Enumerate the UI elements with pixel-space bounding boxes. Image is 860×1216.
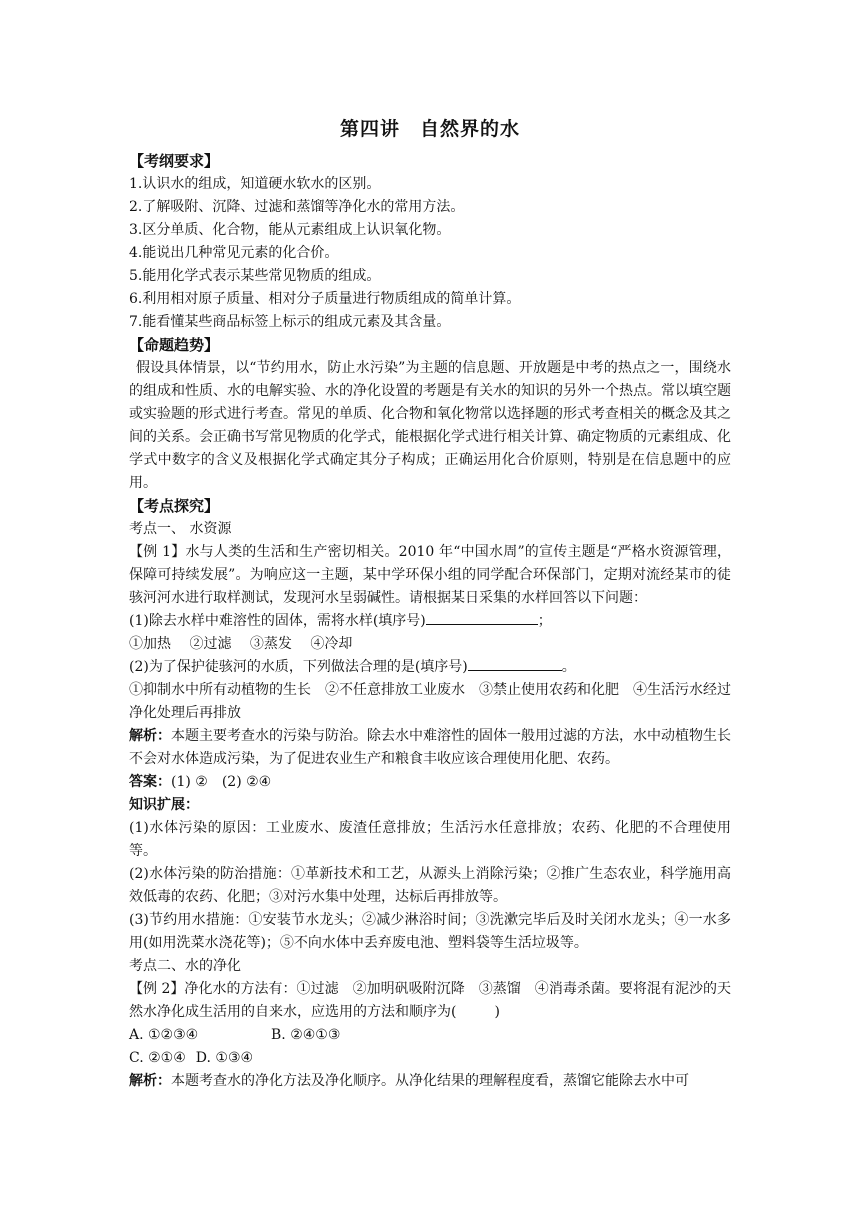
extension-item: (1)水体污染的原因：工业废水、废渣任意排放；生活污水任意排放；农药、化肥的不合理使用等。 — [129, 820, 731, 859]
answer-1 — [129, 771, 731, 794]
syllabus-item: 3.区分单质、化合物，能从元素组成上认识氧化物。 — [129, 222, 451, 238]
section-heading-trend: 【命题趋势】 — [129, 336, 220, 354]
syllabus-item: 5.能用化学式表示某些常见物质的组成。 — [129, 268, 381, 284]
option-d: D. ①③④ — [195, 1050, 254, 1066]
example-2-end: ) — [494, 1004, 500, 1020]
document-body — [129, 150, 731, 1093]
question-1-options: ①加热 ②过滤 ③蒸发 ④冷却 — [129, 636, 353, 652]
trend-paragraph: 假设具体情景，以“节约用水，防止水污染”为主题的信息题、开放题是中考的热点之一，围绕水的组成和性质、水的电解实验、水的净化设置的考题是有关水的知识的另外一个热点。常以填空题或实验题的形式进行考查。常见的单质、化合物和氧化物常以选择题的形式考查相关的概念及其之间的关系。会正确书写常见物质的化学式，能根据化学式进行相关计算、确定物质的元素组成、化学式中数字的含义及根据化学式确定其分子构成；正确运用化合价原则，特别是在信息题中的应用。 — [129, 360, 731, 491]
options-row-ab — [129, 1024, 731, 1047]
syllabus-item: 7.能看懂某些商品标签上标示的组成元素及其含量。 — [129, 314, 451, 330]
answer-blank — [426, 610, 538, 625]
options-row-cd — [129, 1047, 731, 1070]
answer-blank — [468, 656, 562, 671]
section-heading-explore: 【考点探究】 — [129, 497, 220, 515]
syllabus-item: 1.认识水的组成，知道硬水软水的区别。 — [129, 176, 381, 192]
option-c: C. ②①④ — [129, 1050, 186, 1066]
question-1 — [129, 610, 731, 633]
answer-label: 答案： — [129, 774, 171, 790]
analysis-1 — [129, 725, 731, 771]
answer-1-text: (1) ② (2) ②④ — [171, 774, 272, 790]
analysis-1-text: 本题主要考查水的污染与防治。除去水中难溶性的固体一般用过滤的方法，水中动植物生长不会对水体造成污染，为了促进农业生产和粮食丰收应该合理使用化肥、农药。 — [129, 728, 731, 767]
point-1-heading: 考点一、 水资源 — [129, 521, 232, 537]
extension-item: (2)水体污染的防治措施：①革新技术和工艺，从源头上消除污染；②推广生态农业，科学施用高效低毒的农药、化肥；③对污水集中处理，达标后再排放等。 — [129, 866, 731, 905]
syllabus-item: 4.能说出几种常见元素的化合价。 — [129, 245, 339, 261]
section-heading-syllabus: 【考纲要求】 — [129, 152, 220, 170]
option-b: B. ②④①③ — [271, 1027, 341, 1043]
question-1-end: ； — [537, 613, 552, 629]
analysis-label: 解析： — [129, 1073, 171, 1089]
question-2 — [129, 656, 731, 679]
analysis-label: 解析： — [129, 728, 171, 744]
example-2-text: 【例 2】净化水的方法有：①过滤 ②加明矾吸附沉降 ③蒸馏 ④消毒杀菌。要将混有泥沙的天然水净化成生活用的自来水，应选用的方法和顺序为( — [129, 981, 731, 1020]
question-2-options: ①抑制水中所有动植物的生长 ②不任意排放工业废水 ③禁止使用农药和化肥 ④生活污水经过净化处理后再排放 — [129, 682, 731, 721]
point-2-heading: 考点二、水的净化 — [129, 958, 241, 974]
page-title: 第四讲 自然界的水 — [339, 118, 520, 140]
analysis-2 — [129, 1070, 731, 1093]
knowledge-extension-label: 知识扩展： — [129, 797, 199, 813]
extension-item: (3)节约用水措施：①安装节水龙头；②减少淋浴时间；③洗漱完毕后及时关闭水龙头；④一水多用(如用洗菜水浇花等)；⑤不向水体中丢弃废电池、塑料袋等生活垃圾等。 — [129, 912, 731, 951]
question-2-text: (2)为了保护徒骇河的水质，下列做法合理的是(填序号) — [129, 659, 468, 675]
question-2-end: 。 — [561, 659, 576, 675]
analysis-2-text: 本题考查水的净化方法及净化顺序。从净化结果的理解程度看，蒸馏它能除去水中可 — [171, 1073, 689, 1089]
example-1-stem: 【例 1】水与人类的生活和生产密切相关。2010 年“中国水周”的宣传主题是“严格水资源管理，保障可持续发展”。为响应这一主题，某中学环保小组的同学配合环保部门，定期对流经某市的徒骇河河水进行取样测试，发现河水呈弱碱性。请根据某日采集的水样回答以下问题： — [129, 544, 731, 606]
option-a: A. ①②③④ — [129, 1027, 199, 1043]
question-1-text: (1)除去水样中难溶性的固体，需将水样(填序号) — [129, 613, 426, 629]
syllabus-item: 2.了解吸附、沉降、过滤和蒸馏等净化水的常用方法。 — [129, 199, 465, 215]
syllabus-item: 6.利用相对原子质量、相对分子质量进行物质组成的简单计算。 — [129, 291, 521, 307]
example-2-stem — [129, 978, 731, 1024]
